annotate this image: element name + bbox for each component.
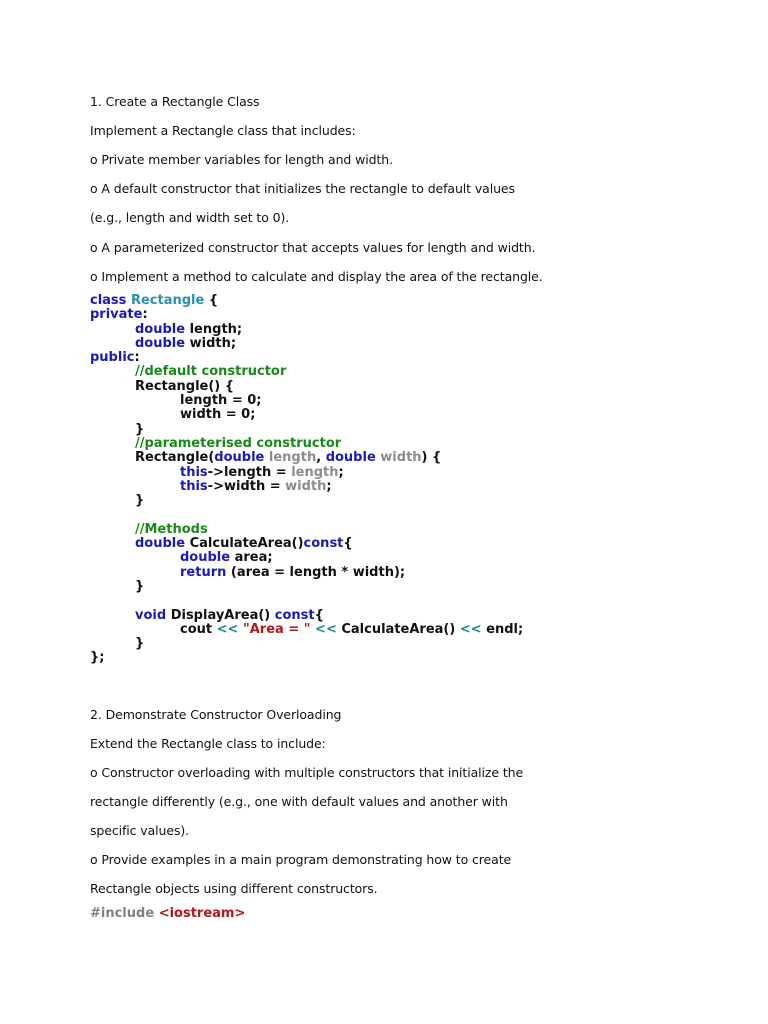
section2-item: o Constructor overloading with multiple constructors that initialize the [90, 765, 524, 780]
code-line: return (area = length * width); [180, 564, 406, 580]
section1-intro: Implement a Rectangle class that includes: [90, 123, 356, 138]
section1-item: o Implement a method to calculate and display the area of the rectangle. [90, 269, 543, 284]
code-line: } [135, 636, 145, 652]
section2-item: Rectangle objects using different constructors. [90, 881, 378, 896]
section1-heading: 1. Create a Rectangle Class [90, 94, 260, 109]
code-line: double CalculateArea()const{ [135, 536, 353, 552]
code-line: width = 0; [180, 407, 256, 423]
code-line: Rectangle(double length, double width) { [135, 450, 442, 466]
code-line: } [135, 493, 145, 509]
section2-item: rectangle differently (e.g., one with default values and another with [90, 794, 508, 809]
code-blank-line [90, 508, 523, 522]
section2-heading: 2. Demonstrate Constructor Overloading [90, 707, 342, 722]
section1-item: (e.g., length and width set to 0). [90, 210, 290, 225]
include-header: <iostream> [158, 906, 246, 921]
code-line: void DisplayArea() const{ [135, 607, 324, 623]
section2-item: specific values). [90, 823, 190, 838]
code-line: this->width = width; [180, 478, 332, 494]
code-line: class Rectangle { [90, 293, 219, 308]
section2-item: o Provide examples in a main program demonstrating how to create [90, 852, 512, 867]
section1-item: o A default constructor that initializes the rectangle to default values [90, 181, 515, 196]
code-line: double length; [135, 321, 243, 337]
code-line: Rectangle() { [135, 378, 235, 394]
code-blank-line [90, 594, 523, 608]
code-comment: //parameterised constructor [135, 435, 342, 451]
include-directive: #include [90, 906, 155, 921]
code-line: }; [90, 650, 105, 666]
code-line: double area; [180, 550, 273, 566]
code-comment: //Methods [135, 521, 208, 537]
code-line: cout << "Area = " << CalculateArea() << endl; [180, 621, 524, 637]
code-line: double width; [135, 335, 237, 351]
code-line: length = 0; [180, 393, 262, 409]
section1-item: o Private member variables for length and width. [90, 152, 393, 167]
section2-intro: Extend the Rectangle class to include: [90, 736, 326, 751]
code-line: private: [90, 307, 148, 323]
code-line: public: [90, 350, 140, 366]
code-include-line [90, 906, 245, 922]
section1-item: o A parameterized constructor that accepts values for length and width. [90, 240, 536, 255]
code-line: this->length = length; [180, 464, 344, 480]
code-comment: //default constructor [135, 364, 287, 380]
code-line: } [135, 578, 145, 594]
code-line: } [135, 421, 145, 437]
code-block-rectangle-class [90, 294, 523, 666]
